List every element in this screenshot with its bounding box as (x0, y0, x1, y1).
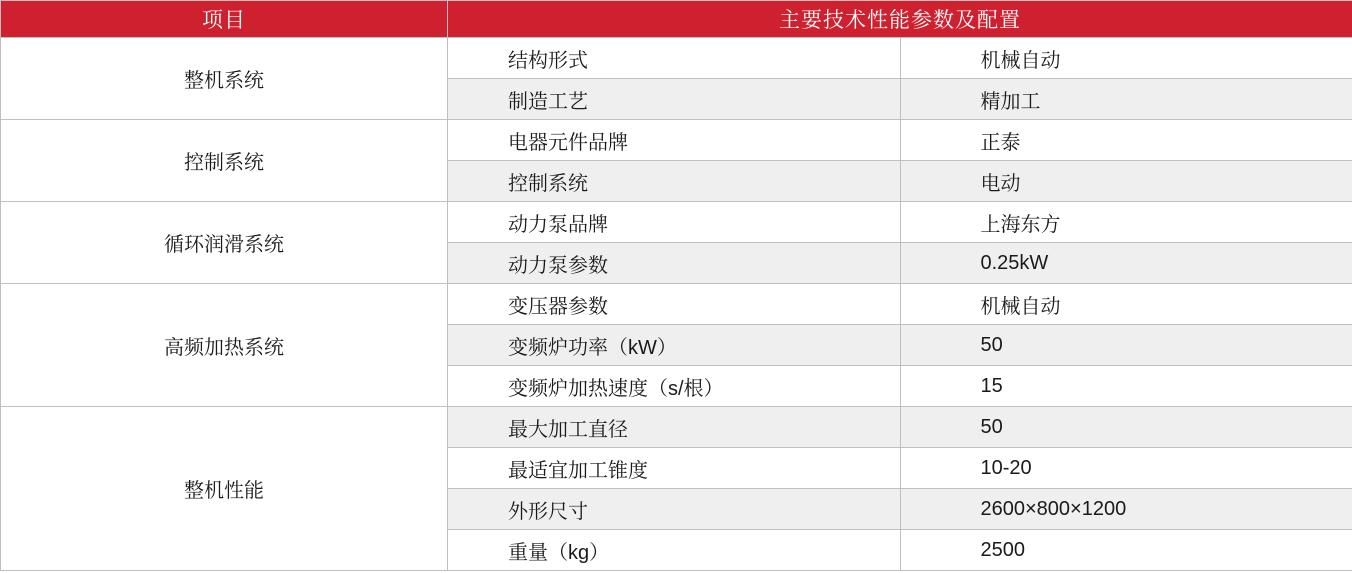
param-label: 最适宜加工锥度 (448, 448, 901, 489)
header-item: 项目 (1, 1, 448, 38)
param-label: 变频炉加热速度（s/根） (448, 366, 901, 407)
table-row (1, 120, 1352, 161)
header-spec: 主要技术性能参数及配置 (448, 1, 1352, 38)
group-label: 循环润滑系统 (1, 202, 448, 284)
param-label: 结构形式 (448, 38, 901, 79)
param-value: 15 (900, 366, 1352, 407)
group-label: 高频加热系统 (1, 284, 448, 407)
param-label: 动力泵参数 (448, 243, 901, 284)
param-label: 变频炉功率（kW） (448, 325, 901, 366)
param-value: 电动 (900, 161, 1352, 202)
table-header-row (1, 1, 1352, 38)
param-value: 机械自动 (900, 38, 1352, 79)
param-value: 2600×800×1200 (900, 489, 1352, 530)
param-label: 外形尺寸 (448, 489, 901, 530)
param-label: 变压器参数 (448, 284, 901, 325)
param-value: 精加工 (900, 79, 1352, 120)
param-value: 10-20 (900, 448, 1352, 489)
param-label: 控制系统 (448, 161, 901, 202)
param-value: 正泰 (900, 120, 1352, 161)
table-row (1, 38, 1352, 79)
group-label: 整机性能 (1, 407, 448, 571)
table-row (1, 284, 1352, 325)
table-row (1, 202, 1352, 243)
param-value: 机械自动 (900, 284, 1352, 325)
param-label: 最大加工直径 (448, 407, 901, 448)
param-value: 上海东方 (900, 202, 1352, 243)
table-body (1, 38, 1352, 571)
param-value: 2500 (900, 530, 1352, 571)
param-value: 0.25kW (900, 243, 1352, 284)
param-label: 重量（kg） (448, 530, 901, 571)
group-label: 控制系统 (1, 120, 448, 202)
table-row (1, 407, 1352, 448)
param-value: 50 (900, 325, 1352, 366)
table-header (1, 1, 1352, 38)
param-value: 50 (900, 407, 1352, 448)
group-label: 整机系统 (1, 38, 448, 120)
param-label: 动力泵品牌 (448, 202, 901, 243)
param-label: 制造工艺 (448, 79, 901, 120)
param-label: 电器元件品牌 (448, 120, 901, 161)
